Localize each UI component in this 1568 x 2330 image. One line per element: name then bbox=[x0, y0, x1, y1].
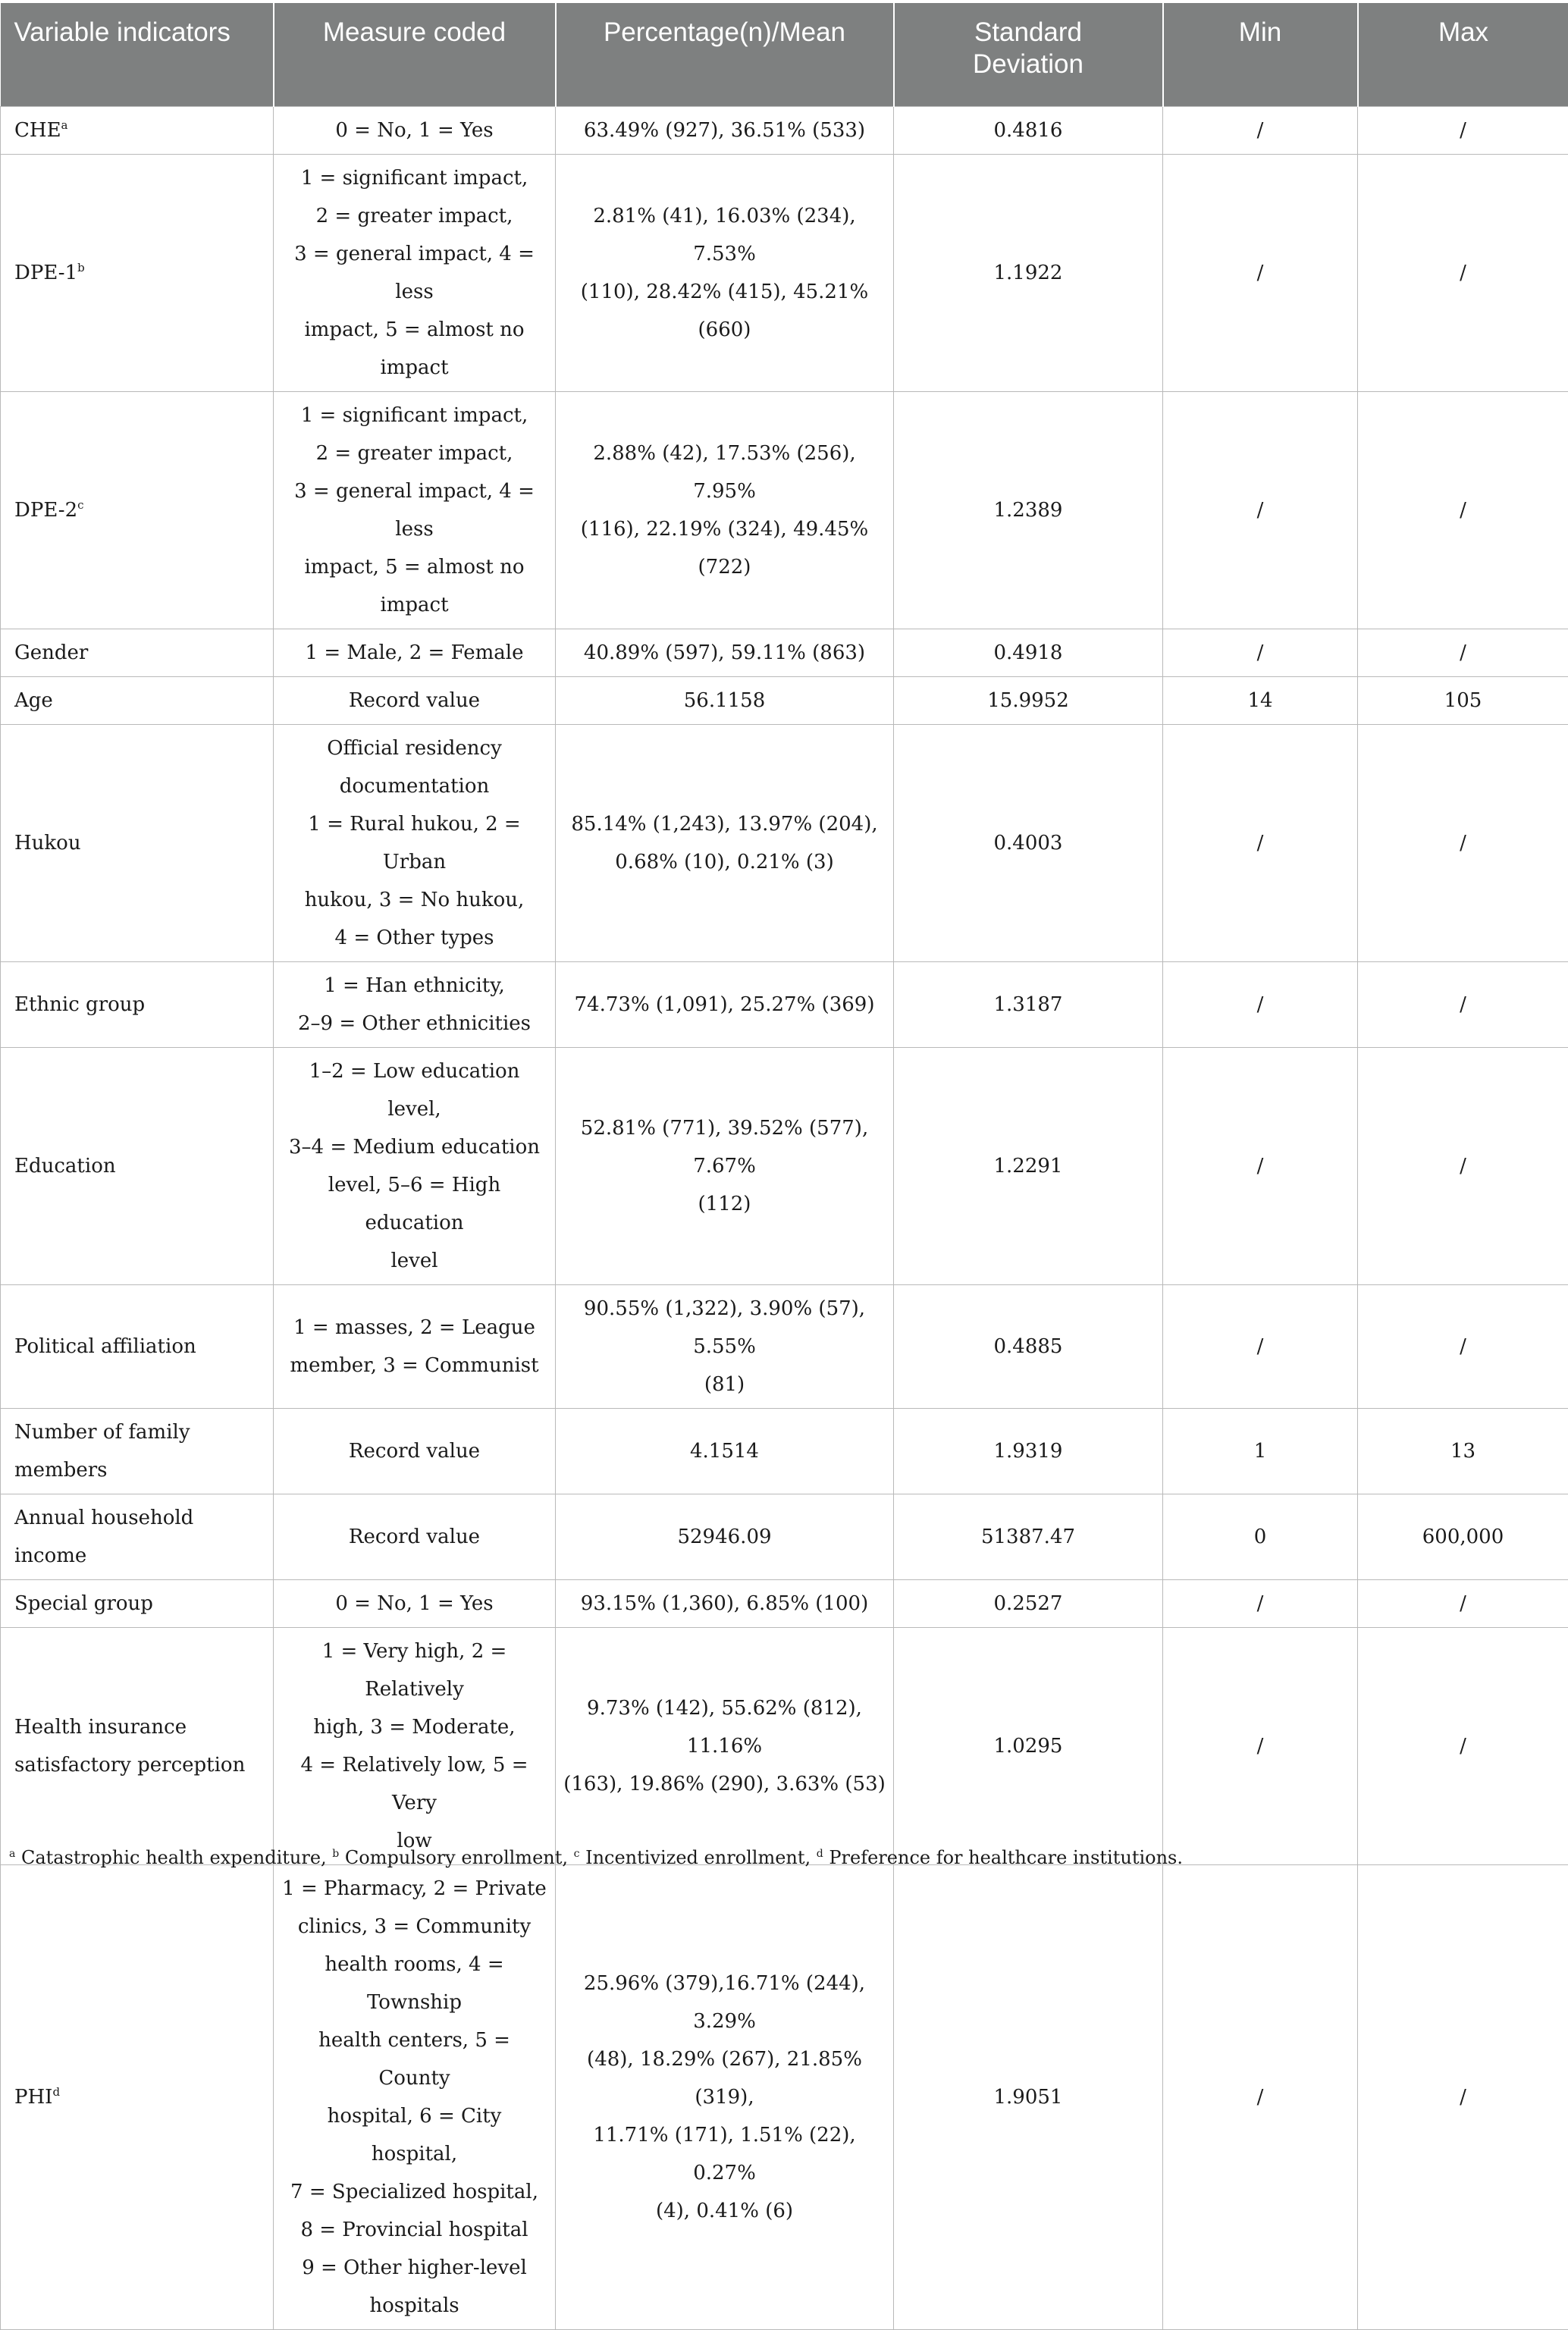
table-row bbox=[1, 155, 1568, 392]
table-row bbox=[1, 1580, 1568, 1628]
variable-label: Health insurance satisfactory perception bbox=[14, 1716, 245, 1777]
table-row bbox=[1, 1494, 1568, 1580]
table-row bbox=[1, 725, 1568, 962]
footnote-text: Catastrophic health expenditure, bbox=[15, 1847, 332, 1868]
variable-label: Special group bbox=[14, 1592, 153, 1615]
cell-min: / bbox=[1163, 1048, 1358, 1285]
header-measure-coded: Measure coded bbox=[274, 3, 556, 107]
header-percentage-mean: Percentage(n)/Mean bbox=[556, 3, 894, 107]
cell-standard-deviation: 1.1922 bbox=[894, 155, 1163, 392]
cell-percentage-mean: 9.73% (142), 55.62% (812), 11.16% (163), 19.86% (290), 3.63% (53) bbox=[556, 1628, 894, 1865]
cell-max: 600,000 bbox=[1358, 1494, 1568, 1580]
variable-label: DPE-2 bbox=[14, 499, 77, 522]
variable-label: Age bbox=[14, 689, 53, 712]
cell-variable bbox=[1, 1409, 274, 1494]
cell-max: / bbox=[1358, 107, 1568, 155]
cell-measure-coded: 1 = significant impact, 2 = greater impact, 3 = general impact, 4 = less impact, 5 = almost no impact bbox=[274, 155, 556, 392]
table-row bbox=[1, 1285, 1568, 1409]
cell-max: / bbox=[1358, 1865, 1568, 2330]
cell-min: 0 bbox=[1163, 1494, 1358, 1580]
cell-min: 1 bbox=[1163, 1409, 1358, 1494]
cell-max: / bbox=[1358, 392, 1568, 629]
cell-min: / bbox=[1163, 1285, 1358, 1409]
cell-max: / bbox=[1358, 1628, 1568, 1865]
cell-measure-coded: 1 = Han ethnicity, 2–9 = Other ethnicities bbox=[274, 962, 556, 1048]
table-row bbox=[1, 629, 1568, 677]
cell-variable bbox=[1, 1285, 274, 1409]
cell-standard-deviation: 51387.47 bbox=[894, 1494, 1163, 1580]
variable-label: Hukou bbox=[14, 832, 81, 855]
cell-measure-coded: 1 = Pharmacy, 2 = Private clinics, 3 = Community health rooms, 4 = Township health centers, 5 = County hospital, 6 = City hospital, 7 = Specialized hospital, 8 = Provincial hospital 9 = Other higher-level hospitals bbox=[274, 1865, 556, 2330]
table-footnote bbox=[9, 1847, 1183, 1868]
cell-variable bbox=[1, 1865, 274, 2330]
cell-max: 13 bbox=[1358, 1409, 1568, 1494]
footnote-mark: c bbox=[574, 1848, 580, 1860]
cell-max: / bbox=[1358, 962, 1568, 1048]
footnote-text: Preference for healthcare institutions. bbox=[823, 1847, 1183, 1868]
table-row bbox=[1, 962, 1568, 1048]
cell-percentage-mean: 56.1158 bbox=[556, 677, 894, 725]
cell-measure-coded: 1–2 = Low education level, 3–4 = Medium education level, 5–6 = High education level bbox=[274, 1048, 556, 1285]
cell-variable bbox=[1, 677, 274, 725]
cell-standard-deviation: 0.4885 bbox=[894, 1285, 1163, 1409]
cell-min: / bbox=[1163, 1580, 1358, 1628]
cell-min: / bbox=[1163, 392, 1358, 629]
cell-max: / bbox=[1358, 725, 1568, 962]
cell-variable bbox=[1, 1048, 274, 1285]
cell-min: / bbox=[1163, 629, 1358, 677]
cell-measure-coded: Record value bbox=[274, 677, 556, 725]
variable-label: Political affiliation bbox=[14, 1335, 196, 1358]
cell-variable bbox=[1, 155, 274, 392]
cell-variable bbox=[1, 1628, 274, 1865]
cell-min: / bbox=[1163, 107, 1358, 155]
variable-label: CHE bbox=[14, 119, 61, 142]
cell-standard-deviation: 0.4918 bbox=[894, 629, 1163, 677]
cell-variable bbox=[1, 1580, 274, 1628]
cell-variable bbox=[1, 629, 274, 677]
cell-measure-coded: 1 = significant impact, 2 = greater impact, 3 = general impact, 4 = less impact, 5 = almost no impact bbox=[274, 392, 556, 629]
footnote-text: Compulsory enrollment, bbox=[339, 1847, 573, 1868]
table-row bbox=[1, 1865, 1568, 2330]
cell-measure-coded: Official residency documentation 1 = Rural hukou, 2 = Urban hukou, 3 = No hukou, 4 = Other types bbox=[274, 725, 556, 962]
cell-measure-coded: 0 = No, 1 = Yes bbox=[274, 107, 556, 155]
cell-measure-coded: 1 = Very high, 2 = Relatively high, 3 = Moderate, 4 = Relatively low, 5 = Very low bbox=[274, 1628, 556, 1865]
footnote-marker: c bbox=[77, 498, 83, 512]
variable-label: Education bbox=[14, 1155, 116, 1178]
cell-percentage-mean: 52946.09 bbox=[556, 1494, 894, 1580]
variable-label: Gender bbox=[14, 641, 88, 664]
cell-max: / bbox=[1358, 1580, 1568, 1628]
header-max: Max bbox=[1358, 3, 1568, 107]
variable-label: PHI bbox=[14, 2086, 52, 2109]
cell-measure-coded: Record value bbox=[274, 1409, 556, 1494]
footnote-marker: b bbox=[77, 261, 85, 274]
variable-label: Ethnic group bbox=[14, 993, 145, 1016]
cell-percentage-mean: 90.55% (1,322), 3.90% (57), 5.55% (81) bbox=[556, 1285, 894, 1409]
cell-percentage-mean: 4.1514 bbox=[556, 1409, 894, 1494]
cell-variable bbox=[1, 1494, 274, 1580]
cell-max: 105 bbox=[1358, 677, 1568, 725]
cell-measure-coded: 1 = masses, 2 = League member, 3 = Communist bbox=[274, 1285, 556, 1409]
table-row bbox=[1, 1628, 1568, 1865]
cell-percentage-mean: 93.15% (1,360), 6.85% (100) bbox=[556, 1580, 894, 1628]
cell-standard-deviation: 1.3187 bbox=[894, 962, 1163, 1048]
cell-percentage-mean: 25.96% (379),16.71% (244), 3.29% (48), 18.29% (267), 21.85% (319), 11.71% (171), 1.51% (22), 0.27% (4), 0.41% (6) bbox=[556, 1865, 894, 2330]
cell-min: / bbox=[1163, 725, 1358, 962]
cell-variable bbox=[1, 107, 274, 155]
table-header-row bbox=[1, 3, 1568, 107]
cell-percentage-mean: 74.73% (1,091), 25.27% (369) bbox=[556, 962, 894, 1048]
cell-min: 14 bbox=[1163, 677, 1358, 725]
footnote-mark: d bbox=[817, 1848, 823, 1860]
table-row bbox=[1, 677, 1568, 725]
footnote-marker: d bbox=[52, 2085, 60, 2099]
variable-label: Number of family members bbox=[14, 1421, 190, 1482]
header-standard-deviation: Standard Deviation bbox=[894, 3, 1163, 107]
cell-measure-coded: 1 = Male, 2 = Female bbox=[274, 629, 556, 677]
footnote-mark: a bbox=[9, 1848, 15, 1860]
cell-max: / bbox=[1358, 1285, 1568, 1409]
cell-max: / bbox=[1358, 155, 1568, 392]
header-variable-indicators: Variable indicators bbox=[1, 3, 274, 107]
header-min: Min bbox=[1163, 3, 1358, 107]
cell-min: / bbox=[1163, 155, 1358, 392]
cell-percentage-mean: 63.49% (927), 36.51% (533) bbox=[556, 107, 894, 155]
footnote-mark: b bbox=[332, 1848, 339, 1860]
table-row bbox=[1, 107, 1568, 155]
cell-standard-deviation: 1.9051 bbox=[894, 1865, 1163, 2330]
cell-percentage-mean: 2.88% (42), 17.53% (256), 7.95% (116), 22.19% (324), 49.45% (722) bbox=[556, 392, 894, 629]
cell-standard-deviation: 15.9952 bbox=[894, 677, 1163, 725]
cell-standard-deviation: 0.4003 bbox=[894, 725, 1163, 962]
table-body bbox=[1, 107, 1568, 2330]
cell-max: / bbox=[1358, 629, 1568, 677]
variable-label: Annual household income bbox=[14, 1507, 193, 1567]
cell-variable bbox=[1, 962, 274, 1048]
cell-standard-deviation: 0.2527 bbox=[894, 1580, 1163, 1628]
footnote-marker: a bbox=[61, 118, 68, 132]
cell-percentage-mean: 85.14% (1,243), 13.97% (204), 0.68% (10), 0.21% (3) bbox=[556, 725, 894, 962]
cell-percentage-mean: 40.89% (597), 59.11% (863) bbox=[556, 629, 894, 677]
cell-measure-coded: 0 = No, 1 = Yes bbox=[274, 1580, 556, 1628]
cell-standard-deviation: 1.9319 bbox=[894, 1409, 1163, 1494]
variable-label: DPE-1 bbox=[14, 262, 77, 284]
cell-min: / bbox=[1163, 962, 1358, 1048]
table-row bbox=[1, 1048, 1568, 1285]
cell-variable bbox=[1, 392, 274, 629]
footnote-text: Incentivized enrollment, bbox=[579, 1847, 816, 1868]
cell-percentage-mean: 2.81% (41), 16.03% (234), 7.53% (110), 28.42% (415), 45.21% (660) bbox=[556, 155, 894, 392]
cell-standard-deviation: 1.2291 bbox=[894, 1048, 1163, 1285]
cell-standard-deviation: 0.4816 bbox=[894, 107, 1163, 155]
table-row bbox=[1, 392, 1568, 629]
table-row bbox=[1, 1409, 1568, 1494]
cell-max: / bbox=[1358, 1048, 1568, 1285]
cell-standard-deviation: 1.0295 bbox=[894, 1628, 1163, 1865]
cell-percentage-mean: 52.81% (771), 39.52% (577), 7.67% (112) bbox=[556, 1048, 894, 1285]
cell-standard-deviation: 1.2389 bbox=[894, 392, 1163, 629]
cell-min: / bbox=[1163, 1865, 1358, 2330]
cell-min: / bbox=[1163, 1628, 1358, 1865]
descriptive-statistics-table bbox=[0, 3, 1568, 2330]
cell-measure-coded: Record value bbox=[274, 1494, 556, 1580]
cell-variable bbox=[1, 725, 274, 962]
